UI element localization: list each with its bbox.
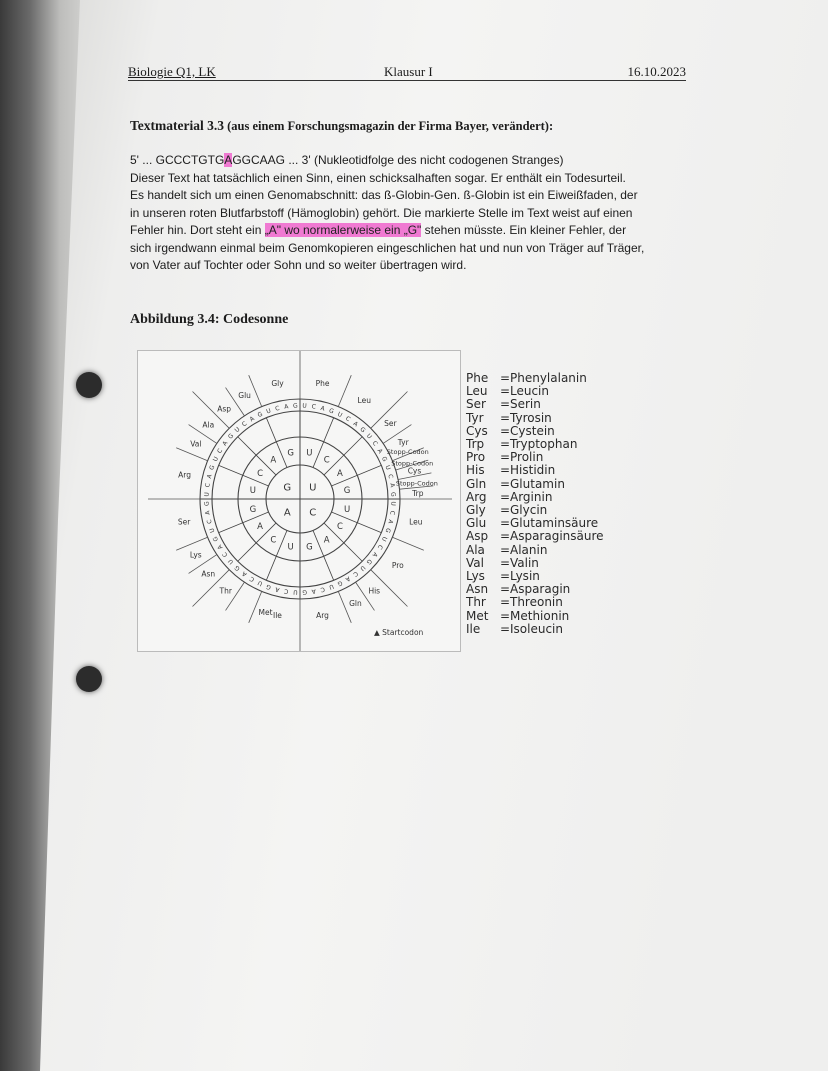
page-header <box>128 62 686 81</box>
legend-abbr: Ile <box>466 621 481 636</box>
legend-abbr: Val <box>466 555 484 570</box>
legend-equals: = <box>500 621 511 636</box>
header-exam: Klausur I <box>384 64 433 79</box>
amino-ray <box>176 448 207 461</box>
middle-base: C <box>336 522 343 533</box>
middle-base: U <box>287 542 294 553</box>
legend-equals: = <box>500 569 511 584</box>
code-sun-figure <box>137 350 461 652</box>
legend-row <box>466 610 604 623</box>
outer-base: U <box>302 402 307 410</box>
legend-equals: = <box>500 608 511 623</box>
legend-equals: = <box>500 450 511 465</box>
text-line: Es handelt sich um einen Genomabschnitt: das ß-Globin-Gen. ß-Globin ist ein Eiweißfaden, der <box>130 188 638 202</box>
amino-label: Cys <box>407 466 422 476</box>
text-span: Fehler hin. Dort steht ein <box>130 223 265 237</box>
legend-row <box>466 412 604 425</box>
legend-name: Glutamin <box>510 476 565 491</box>
amino-label: Lys <box>189 550 202 560</box>
outer-base: A <box>311 587 317 595</box>
material-title <box>130 118 553 134</box>
outer-base: G <box>336 578 344 588</box>
legend-name: Tyrosin <box>510 410 552 425</box>
outer-base: U <box>227 557 236 566</box>
segment-line <box>324 523 362 561</box>
amino-label: Thr <box>219 586 232 596</box>
text-line: sich irgendwann einmal beim Genomkopieren eingeschlichen hat und nun von Träger auf Träger, <box>130 240 645 255</box>
outer-base: U <box>389 501 397 506</box>
amino-label: Stopp-Codon <box>395 479 438 488</box>
amino-ray <box>392 537 423 550</box>
legend-equals: = <box>500 489 511 504</box>
legend-name: Prolin <box>510 450 544 465</box>
outer-base: U <box>336 410 344 420</box>
outer-base: A <box>240 569 249 578</box>
outer-base: C <box>344 415 352 424</box>
amino-label: Arg <box>178 470 192 480</box>
outer-base: A <box>221 439 230 448</box>
outer-base: G <box>389 491 397 497</box>
header-date: 16.10.2023 <box>627 64 686 79</box>
outer-base: G <box>379 455 389 463</box>
legend-abbr: Met <box>466 608 489 623</box>
middle-base: G <box>249 504 257 515</box>
code-sun-diagram <box>138 351 460 651</box>
legend-name: Methionin <box>510 608 570 623</box>
amino-label: Ala <box>202 420 215 430</box>
legend-abbr: Cys <box>466 423 488 438</box>
outer-base: G <box>292 402 298 410</box>
legend-abbr: Thr <box>466 595 486 610</box>
outer-base: U <box>293 588 298 596</box>
legend-equals: = <box>500 410 511 425</box>
legend-equals: = <box>500 437 511 452</box>
outer-base: U <box>328 582 335 591</box>
middle-base: A <box>257 522 264 533</box>
legend-name: Threonin <box>510 595 563 610</box>
amino-label: Met <box>258 607 273 617</box>
amino-label: Val <box>190 439 202 449</box>
inner-base: U <box>309 482 317 494</box>
amino-label: Ile <box>273 610 282 620</box>
sequence-line <box>130 152 690 170</box>
outer-base: C <box>375 543 384 551</box>
outer-base: C <box>204 482 212 488</box>
sequence-end: GGCAAG ... 3' (Nukleotidfolge des nicht codogenen Stranges) <box>232 153 564 167</box>
inner-base: C <box>309 507 317 519</box>
legend-name: Valin <box>510 555 539 570</box>
legend-name: Tryptophan <box>510 437 578 452</box>
outer-base: C <box>216 447 225 455</box>
legend-equals: = <box>500 542 511 557</box>
legend-abbr: Arg <box>466 489 487 504</box>
text-span: stehen müsste. Ein kleiner Fehler, der <box>421 223 627 237</box>
legend-equals: = <box>500 529 511 544</box>
legend-name: Histidin <box>510 463 556 478</box>
amino-label: Phe <box>315 379 330 389</box>
outer-base: U <box>383 464 392 471</box>
legend-equals: = <box>500 423 511 438</box>
material-text <box>130 152 690 275</box>
legend-name: Leucin <box>510 384 549 399</box>
legend-abbr: Ser <box>466 397 486 412</box>
startcodon-note: ▲ Startcodon <box>374 628 424 637</box>
amino-label: Asp <box>217 404 232 414</box>
outer-base: G <box>364 557 374 566</box>
legend-row <box>466 398 604 411</box>
outer-base: C <box>283 587 289 595</box>
legend-equals: = <box>500 555 511 570</box>
middle-base: C <box>323 455 330 466</box>
legend-equals: = <box>500 516 511 531</box>
legend-row <box>466 530 604 543</box>
outer-base: C <box>351 569 360 578</box>
amino-label: Gln <box>349 599 362 609</box>
outer-base: A <box>386 518 395 525</box>
amino-label: Leu <box>357 396 371 406</box>
outer-base: A <box>216 543 225 551</box>
highlighted-text: „A" wo normalerweise ein „G" <box>264 223 422 237</box>
legend-abbr: Tyr <box>466 410 484 425</box>
amino-label: His <box>368 586 381 596</box>
text-line: Dieser Text hat tatsächlich einen Sinn, einen schicksalhaften sogar. Er enthält ein Todesurteil. <box>130 170 626 185</box>
outer-base: A <box>388 482 396 488</box>
legend-name: Cystein <box>510 423 555 438</box>
middle-base: G <box>343 486 351 497</box>
middle-base: G <box>306 542 313 553</box>
legend-abbr: Asp <box>466 529 489 544</box>
legend-equals: = <box>500 582 511 597</box>
amino-ray <box>338 375 351 406</box>
legend-row <box>466 544 604 557</box>
middle-base: C <box>257 468 264 479</box>
legend-name: Lysin <box>510 569 540 584</box>
outer-base: G <box>226 432 236 441</box>
outer-base: U <box>233 426 242 435</box>
legend-name: Asparaginsäure <box>510 529 604 544</box>
amino-label: Leu <box>409 517 423 527</box>
outer-base: C <box>370 439 379 448</box>
legend-name: Asparagin <box>510 582 571 597</box>
outer-base: U <box>364 432 373 441</box>
outer-base: C <box>311 403 317 411</box>
legend-equals: = <box>500 476 511 491</box>
outer-base: U <box>265 407 272 416</box>
outer-base: A <box>319 404 326 413</box>
outer-base: C <box>205 518 214 525</box>
legend-equals: = <box>500 595 511 610</box>
outer-base: C <box>388 510 396 516</box>
text-line <box>130 222 690 240</box>
legend-equals: = <box>500 371 511 385</box>
outer-base: C <box>221 550 230 559</box>
amino-label: Ser <box>384 419 397 429</box>
legend-name: Isoleucin <box>510 621 563 636</box>
middle-base: A <box>323 535 330 546</box>
middle-base: G <box>287 448 294 459</box>
legend-name: Glutaminsäure <box>510 516 599 531</box>
outer-base: C <box>240 420 249 429</box>
outer-base: A <box>370 550 379 559</box>
legend-abbr: Gln <box>466 476 487 491</box>
outer-base: C <box>319 585 326 594</box>
legend-abbr: Ala <box>466 542 485 557</box>
amino-label: Trp <box>412 488 424 498</box>
legend-equals: = <box>500 463 511 478</box>
text-line: von Vater auf Tochter oder Sohn und so weiter übertragen wird. <box>130 258 467 272</box>
middle-base: U <box>343 504 351 515</box>
middle-base: A <box>270 455 277 466</box>
middle-base: C <box>270 535 277 546</box>
middle-base: U <box>306 448 313 459</box>
sequence-marked-base: A <box>224 153 233 167</box>
outer-base: G <box>383 526 392 534</box>
amino-acid-legend <box>466 372 604 636</box>
amino-label: Pro <box>391 560 404 570</box>
segment-line <box>324 437 362 475</box>
legend-abbr: Leu <box>466 384 488 399</box>
amino-label: Arg <box>316 610 329 620</box>
legend-name: Arginin <box>510 489 553 504</box>
header-course: Biologie Q1, LK <box>128 64 216 79</box>
outer-base: G <box>233 563 242 573</box>
amino-label: Asn <box>201 569 216 579</box>
outer-base: G <box>211 535 221 543</box>
outer-base: U <box>256 578 264 588</box>
outer-base: A <box>344 574 352 583</box>
text-line: in unseren roten Blutfarbstoff (Hämoglobin) gehört. Die markierte Stelle im Text weist auf einen <box>130 205 633 220</box>
legend-equals: = <box>500 397 511 412</box>
middle-base: A <box>336 468 343 479</box>
legend-abbr: Lys <box>466 569 485 584</box>
amino-label: Ser <box>177 517 191 527</box>
outer-base: G <box>358 425 367 435</box>
outer-base: A <box>375 447 384 455</box>
outer-base: A <box>205 473 214 480</box>
legend-abbr: Gly <box>466 503 486 518</box>
amino-label: Tyr <box>397 437 409 447</box>
amino-label: Glu <box>238 390 251 400</box>
outer-base: C <box>248 574 256 583</box>
legend-abbr: Asn <box>466 582 489 597</box>
amino-ray <box>176 537 207 550</box>
punch-hole-top <box>76 372 102 398</box>
sequence-start: 5' ... GCCCTGTG <box>130 153 225 167</box>
inner-base: G <box>283 482 292 494</box>
legend-row <box>466 596 604 609</box>
outer-base: A <box>351 420 360 429</box>
outer-base: U <box>379 535 389 543</box>
outer-base: G <box>327 407 335 416</box>
legend-equals: = <box>500 384 511 399</box>
legend-abbr: Phe <box>466 371 489 385</box>
outer-base: U <box>208 527 217 534</box>
outer-base: U <box>358 563 367 572</box>
outer-base: U <box>211 455 221 463</box>
outer-base: A <box>274 585 281 594</box>
outer-base: A <box>204 510 212 516</box>
inner-base: A <box>283 507 291 519</box>
outer-base: C <box>274 404 281 413</box>
outer-base: G <box>256 410 264 420</box>
legend-abbr: His <box>466 463 485 478</box>
outer-base: A <box>248 415 256 424</box>
outer-base: G <box>208 464 217 472</box>
punch-hole-bottom <box>76 666 102 692</box>
outer-base: C <box>386 473 395 480</box>
material-title-bold: Textmaterial 3.3 <box>130 118 224 133</box>
legend-name: Alanin <box>510 542 548 557</box>
amino-label: Stopp-Codon <box>391 459 434 468</box>
legend-name: Serin <box>510 397 541 412</box>
amino-label: Gly <box>271 379 284 389</box>
legend-name: Glycin <box>510 503 548 518</box>
legend-row <box>466 623 604 636</box>
amino-label: Stopp-Codon <box>386 448 429 457</box>
middle-base: U <box>249 486 257 497</box>
legend-name: Phenylalanin <box>510 371 587 385</box>
legend-row <box>466 464 604 477</box>
outer-base: G <box>265 582 273 591</box>
outer-base: U <box>203 492 211 497</box>
outer-base: G <box>302 588 308 596</box>
material-title-rest: (aus einem Forschungsmagazin der Firma Bayer, verändert): <box>223 119 554 133</box>
legend-abbr: Glu <box>466 516 487 531</box>
legend-equals: = <box>500 503 511 518</box>
outer-base: A <box>283 403 289 411</box>
outer-base: G <box>203 501 211 507</box>
legend-abbr: Trp <box>466 437 485 452</box>
figure-title: Abbildung 3.4: Codesonne <box>130 312 289 327</box>
legend-row <box>466 478 604 491</box>
legend-abbr: Pro <box>466 450 486 465</box>
